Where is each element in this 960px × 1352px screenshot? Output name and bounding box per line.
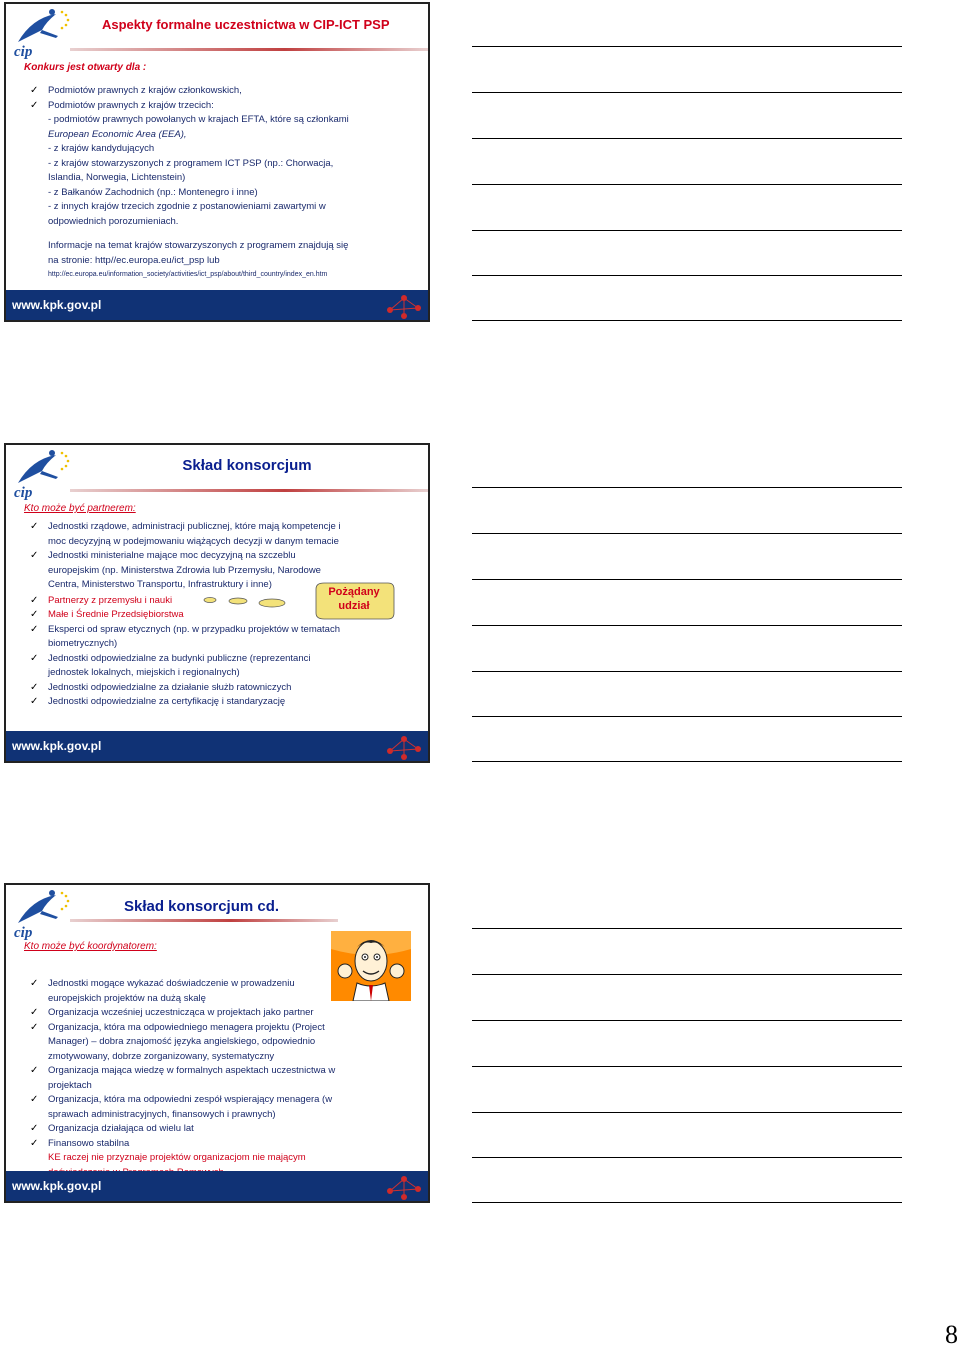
slide-consortium-cont xyxy=(4,883,430,1203)
slide-consortium xyxy=(4,443,430,763)
jumper-icon xyxy=(12,8,74,48)
slide-formal-aspects xyxy=(4,2,430,322)
list-item: ✓ Małe i Średnie Przedsiębiorstwa xyxy=(30,608,418,623)
slide-footer xyxy=(6,731,428,761)
list-item: Islandia, Norwegia, Lichtenstein) xyxy=(48,172,186,183)
slide-title: Aspekty formalne uczestnictwa w CIP-ICT PSP xyxy=(102,17,390,32)
list-item: European Economic Area (EEA), xyxy=(48,128,187,140)
slide-body xyxy=(30,84,418,283)
cip-logo-text: cip xyxy=(14,925,33,941)
footer-url[interactable]: www.kpk.gov.pl xyxy=(12,1179,102,1193)
list-item: ✓ Jednostki odpowiedzialne za działanie służb ratowniczych xyxy=(30,681,418,696)
slide-body xyxy=(30,977,418,1180)
list-item: ✓ Jednostki rządowe, administracji publicznej, które mają kompetencje i xyxy=(30,520,418,535)
list-item: ✓ Partnerzy z przemysłu i nauki xyxy=(30,594,418,609)
info-link[interactable]: na stronie: http//ec.europa.eu/ict_psp lub xyxy=(48,254,220,266)
list-item: ✓ Finansowo stabilna xyxy=(30,1137,418,1152)
slide-title: Skład konsorcjum cd. xyxy=(124,898,280,915)
info-url[interactable]: http://ec.europa.eu/information_society/activities/ict_psp/about/third_country/index_en.htm xyxy=(48,271,328,278)
cip-logo-text: cip xyxy=(14,485,33,501)
list-item: ✓ Jednostki ministerialne mające moc decyzyjną na szczeblu xyxy=(30,549,418,564)
jumper-icon xyxy=(12,889,74,929)
list-item: projektach xyxy=(48,1079,92,1091)
list-item: moc decyzyjną w podejmowaniu wiążących decyzji w danym temacie xyxy=(48,535,339,547)
list-item: ✓ Organizacja mająca wiedzę w formalnych aspektach uczestnictwa w xyxy=(30,1064,418,1079)
list-item: ✓ Organizacja wcześniej uczestnicząca w projektach jako partner xyxy=(30,1006,418,1021)
slide-title: Skład konsorcjum xyxy=(182,457,312,474)
footer-url[interactable]: www.kpk.gov.pl xyxy=(12,298,102,312)
cip-logo-text: cip xyxy=(14,44,33,60)
slide-footer xyxy=(6,290,428,320)
list-item: - z krajów stowarzyszonych z programem ICT PSP (np.: Chorwacja, xyxy=(48,157,334,169)
callout-text: Pożądany udział xyxy=(328,586,380,612)
list-item: ✓ Podmiotów prawnych z krajów trzecich: xyxy=(30,99,418,114)
network-icon xyxy=(384,290,424,320)
list-item: ✓ Organizacja, która ma odpowiedni zespół wspierający menagera (w xyxy=(30,1093,418,1108)
list-item: ✓ Eksperci od spraw etycznych (np. w przypadku projektów w tematach xyxy=(30,623,418,638)
slide-subhead: Kto może być koordynatorem: xyxy=(24,941,157,952)
list-item: Centra, Ministerstwo Transportu, Infrastruktury i inne) xyxy=(48,579,272,590)
network-icon xyxy=(384,1171,424,1201)
title-underline xyxy=(70,489,428,492)
page-number: 8 xyxy=(945,1320,958,1349)
list-item: Manager) – dobra znajomość języka angielskiego, odpowiednio xyxy=(48,1036,316,1047)
list-item: ✓ Jednostki odpowiedzialne za budynki publiczne (reprezentanci xyxy=(30,652,418,667)
slide-subhead: Kto może być partnerem: xyxy=(24,503,136,514)
list-item: ✓ Organizacja, która ma odpowiedniego menagera projektu (Project xyxy=(30,1021,418,1036)
list-item: - z innych krajów trzecich zgodnie z postanowieniami zawartymi w xyxy=(48,201,326,212)
list-item: ✓ Jednostki mogące wykazać doświadczenie w prowadzeniu xyxy=(30,977,418,992)
title-underline xyxy=(70,48,428,51)
slide-subhead: Konkurs jest otwarty dla : xyxy=(24,62,147,73)
list-item: ✓ Organizacja działająca od wielu lat xyxy=(30,1122,418,1137)
list-item: KE raczej nie przyznaje projektów organizacjom nie mającym xyxy=(48,1152,306,1163)
list-item: - z krajów kandydujących xyxy=(48,143,155,154)
list-item: biometrycznych) xyxy=(48,638,118,649)
cip-logo xyxy=(12,8,74,64)
cip-logo xyxy=(12,889,74,945)
list-item: ✓ Podmiotów prawnych z krajów członkowskich, xyxy=(30,84,418,99)
thought-bubbles xyxy=(202,591,312,613)
list-item: ✓ Jednostki odpowiedzialne za certyfikację i standaryzację xyxy=(30,695,418,710)
list-item: europejskich projektów na dużą skalę xyxy=(48,992,206,1004)
list-item: sprawach administracyjnych, finansowych i prawnych) xyxy=(48,1108,276,1120)
footer-url[interactable]: www.kpk.gov.pl xyxy=(12,739,102,753)
list-item: zmotywowany, dobrze zorganizowany, systematyczny xyxy=(48,1050,275,1062)
list-item: - podmiotów prawnych powołanych w krajach EFTA, które są członkami xyxy=(48,114,349,125)
list-item: jednostek lokalnych, miejskich i regionalnych) xyxy=(48,667,240,678)
network-icon xyxy=(384,731,424,761)
list-item: odpowiednich porozumieniach. xyxy=(48,215,179,227)
info-text: Informacje na temat krajów stowarzyszonych z programem znajdują się xyxy=(48,240,349,251)
title-underline xyxy=(70,919,338,922)
list-item: - z Bałkanów Zachodnich (np.: Montenegro i inne) xyxy=(48,186,258,198)
slide-footer xyxy=(6,1171,428,1201)
list-item: europejskim (np. Ministerstwa Zdrowia lub Przemysłu, Narodowe xyxy=(48,564,321,576)
